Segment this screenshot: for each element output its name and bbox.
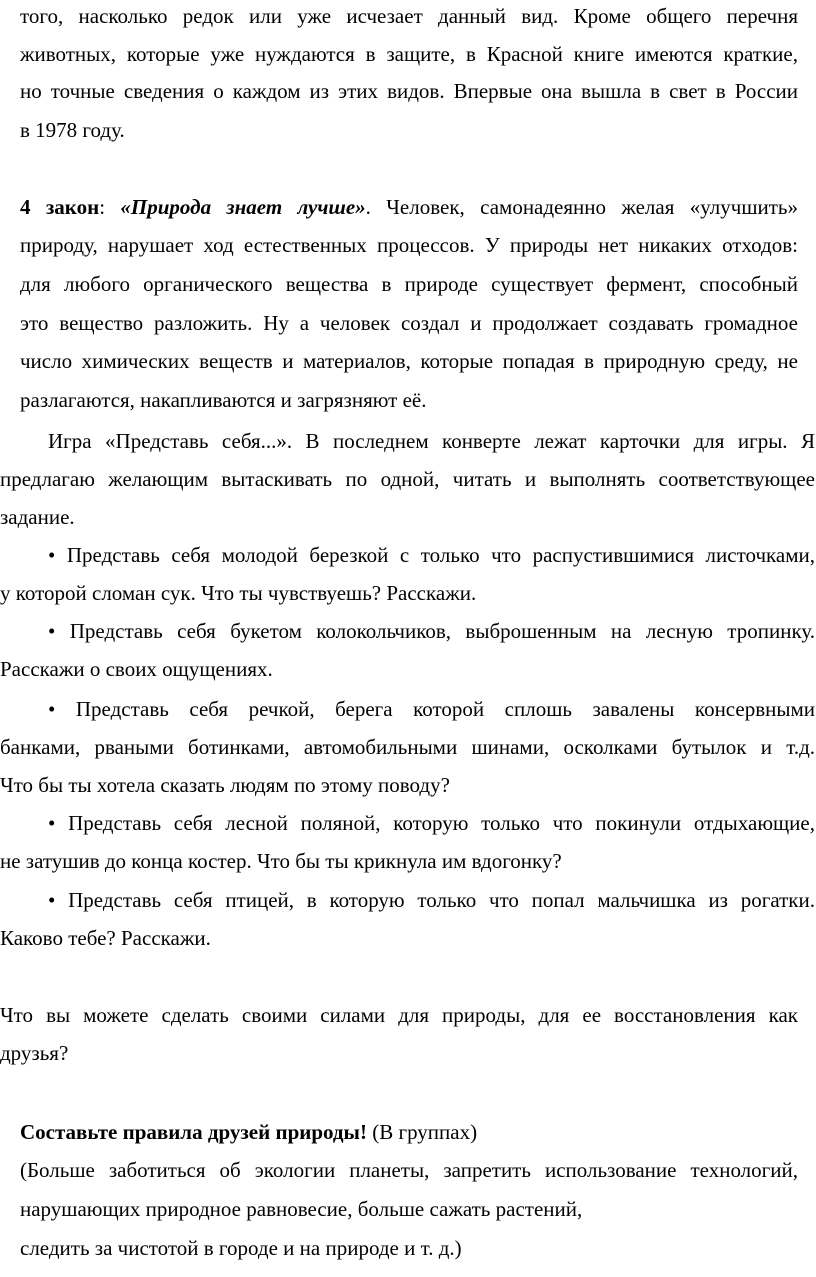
text-line: в 1978 году. [20, 118, 125, 142]
law-4-label: 4 закон [20, 195, 100, 219]
text-line: • Представь себя молодой березкой с только что распустившимися листочками, [48, 543, 815, 567]
law-4-title: «Природа знает лучше» [120, 195, 366, 219]
text-line: Что бы ты хотела сказать людям по этому поводу? [0, 773, 450, 797]
text-line: животных, которые уже нуждаются в защите, в Красной книге имеются краткие, [20, 42, 798, 66]
text-line: число химических веществ и материалов, которые попадая в природную среду, не [20, 349, 798, 373]
text-line: но точные сведения о каждом из этих видов. Впервые она вышла в свет в России [20, 79, 798, 103]
text-line: не затушив до конца костер. Что бы ты крикнула им вдогонку? [0, 849, 562, 873]
text-line: • Представь себя букетом колокольчиков, выброшенным на лесную тропинку. [48, 619, 815, 643]
text-line: Что вы можете сделать своими силами для природы, для ее восстановления как [0, 1003, 798, 1027]
rules-heading: Составьте правила друзей природы! [20, 1120, 367, 1144]
text-line: следить за чистотой в городе и на природе и т. д.) [20, 1236, 462, 1260]
text-line: задание. [0, 505, 75, 529]
text-line: Каково тебе? Расскажи. [0, 926, 211, 950]
text-line: у которой сломан сук. Что ты чувствуешь? Расскажи. [0, 581, 477, 605]
text-line: нарушающих природное равновесие, больше сажать растений, [20, 1197, 583, 1221]
text-line: • Представь себя речкой, берега которой сплошь завалены консервными [48, 697, 815, 721]
text-line: для любого органического вещества в природе существует фермент, способный [20, 272, 798, 296]
text-line: Игра «Представь себя...». В последнем конверте лежат карточки для игры. Я [48, 429, 815, 453]
text-line: • Представь себя птицей, в которую только что попал мальчишка из рогатки. [48, 888, 815, 912]
text-line: Расскажи о своих ощущениях. [0, 657, 273, 681]
text-line: • Представь себя лесной поляной, которую только что покинули отдыхающие, [48, 811, 815, 835]
text-line: это вещество разложить. Ну а человек создал и продолжает создавать громадное [20, 311, 798, 335]
text-line: друзья? [0, 1041, 69, 1065]
text-line: того, насколько редок или уже исчезает данный вид. Кроме общего перечня [20, 4, 798, 28]
law-4-first-line: 4 закон: «Природа знает лучше». Человек, самонадеянно желая «улучшить» [20, 195, 799, 219]
text-line: (Больше заботиться об экологии планеты, запретить использование технологий, [20, 1158, 798, 1182]
text-line: разлагаются, накапливаются и загрязняют её. [20, 388, 427, 412]
rules-heading-line: Составьте правила друзей природы! (В группах) [20, 1120, 478, 1144]
text-line: предлагаю желающим вытаскивать по одной, читать и выполнять соответствующее [0, 467, 815, 491]
text-line: банками, рваными ботинками, автомобильными шинами, осколками бутылок и т.д. [0, 735, 815, 759]
text-line: природу, нарушает ход естественных процессов. У природы нет никаких отходов: [20, 233, 798, 257]
